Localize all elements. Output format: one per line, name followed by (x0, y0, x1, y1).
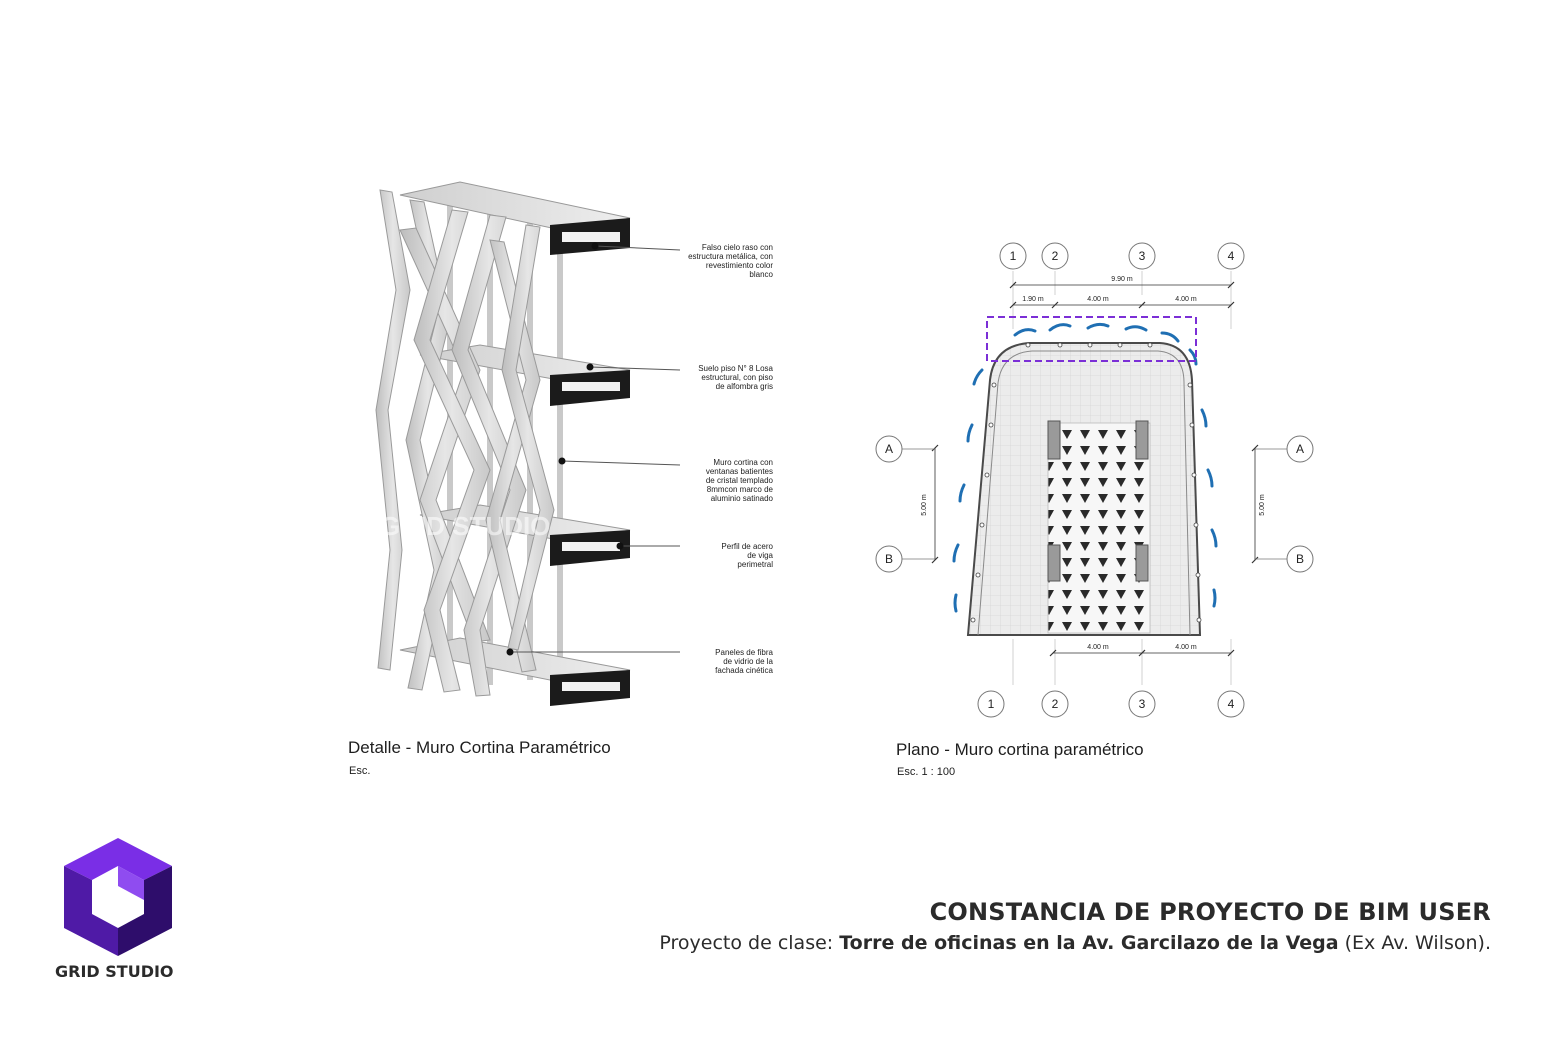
subtitle-project-name: Torre de oficinas en la Av. Garcilazo de la Vega (839, 932, 1339, 954)
project-subtitle (659, 932, 1491, 954)
note-line: 8mmcon marco de (706, 485, 773, 494)
subtitle-prefix: Proyecto de clase: (659, 932, 840, 954)
plan-title: Plano - Muro cortina paramétrico (896, 740, 1144, 759)
brand-name: GRID STUDIO (55, 962, 174, 981)
detail-watermark: GRID STUDIO (380, 511, 551, 541)
grid-row-a-left: A (884, 442, 894, 456)
note-line: Muro cortina con (713, 458, 773, 467)
grid-col-1-bottom: 1 (987, 697, 995, 711)
plan-drawing (860, 235, 1330, 725)
note-line: revestimiento color (705, 261, 773, 270)
note-perfil-acero (660, 542, 773, 569)
grid-row-b-right: B (1295, 552, 1305, 566)
grid-row-a-right: A (1295, 442, 1305, 456)
note-line: Suelo piso N° 8 Losa (698, 364, 773, 373)
grid-col-3-top: 3 (1138, 249, 1146, 263)
note-line: Falso cielo raso con (701, 243, 773, 252)
note-line: de alfombra gris (715, 382, 773, 391)
grid-col-4-top: 4 (1227, 249, 1235, 263)
note-line: estructura metálica, con (688, 252, 773, 261)
note-suelo-piso (660, 364, 773, 391)
dim-bottom-seg3: 4.00 m (1175, 644, 1197, 651)
note-line: de cristal templado (705, 476, 773, 485)
dim-top-seg1: 1.90 m (1022, 296, 1044, 303)
cube-logo-icon (62, 836, 174, 956)
note-line: de viga (747, 551, 773, 560)
grid-row-b-left: B (884, 552, 894, 566)
grid-col-1-top: 1 (1009, 249, 1017, 263)
note-line: fachada cinética (715, 666, 773, 675)
grid-col-2-top: 2 (1051, 249, 1059, 263)
dim-bottom-seg2: 4.00 m (1087, 644, 1109, 651)
dim-side-right: 5.00 m (1259, 494, 1266, 516)
grid-col-3-bottom: 3 (1138, 697, 1146, 711)
subtitle-suffix: (Ex Av. Wilson). (1338, 932, 1491, 954)
note-line: de vidrio de la (723, 657, 773, 666)
note-line: estructural, con piso (701, 373, 773, 382)
plan-scale: Esc. 1 : 100 (897, 766, 956, 778)
dim-total-top: 9.90 m (1111, 276, 1133, 283)
note-paneles-fibra (660, 648, 773, 675)
grid-col-4-bottom: 4 (1227, 697, 1235, 711)
note-line: blanco (749, 270, 773, 279)
certificate-title: CONSTANCIA DE PROYECTO DE BIM USER (929, 898, 1491, 926)
note-line: Perfil de acero (721, 542, 773, 551)
detail-title: Detalle - Muro Cortina Paramétrico (348, 738, 611, 757)
note-falso-cielo-raso (660, 243, 773, 279)
grid-studio-logo (62, 836, 174, 956)
note-line: aluminio satinado (710, 494, 773, 503)
note-muro-cortina (660, 458, 773, 503)
dim-top-seg2: 4.00 m (1087, 296, 1109, 303)
building-core (1048, 423, 1150, 633)
detail-scale: Esc. (349, 765, 371, 777)
dim-top-seg3: 4.00 m (1175, 296, 1197, 303)
note-line: Paneles de fibra (715, 648, 773, 657)
grid-col-2-bottom: 2 (1051, 697, 1059, 711)
note-line: perimetral (737, 560, 773, 569)
note-line: ventanas batientes (705, 467, 773, 476)
dim-side-left: 5.00 m (921, 494, 928, 516)
